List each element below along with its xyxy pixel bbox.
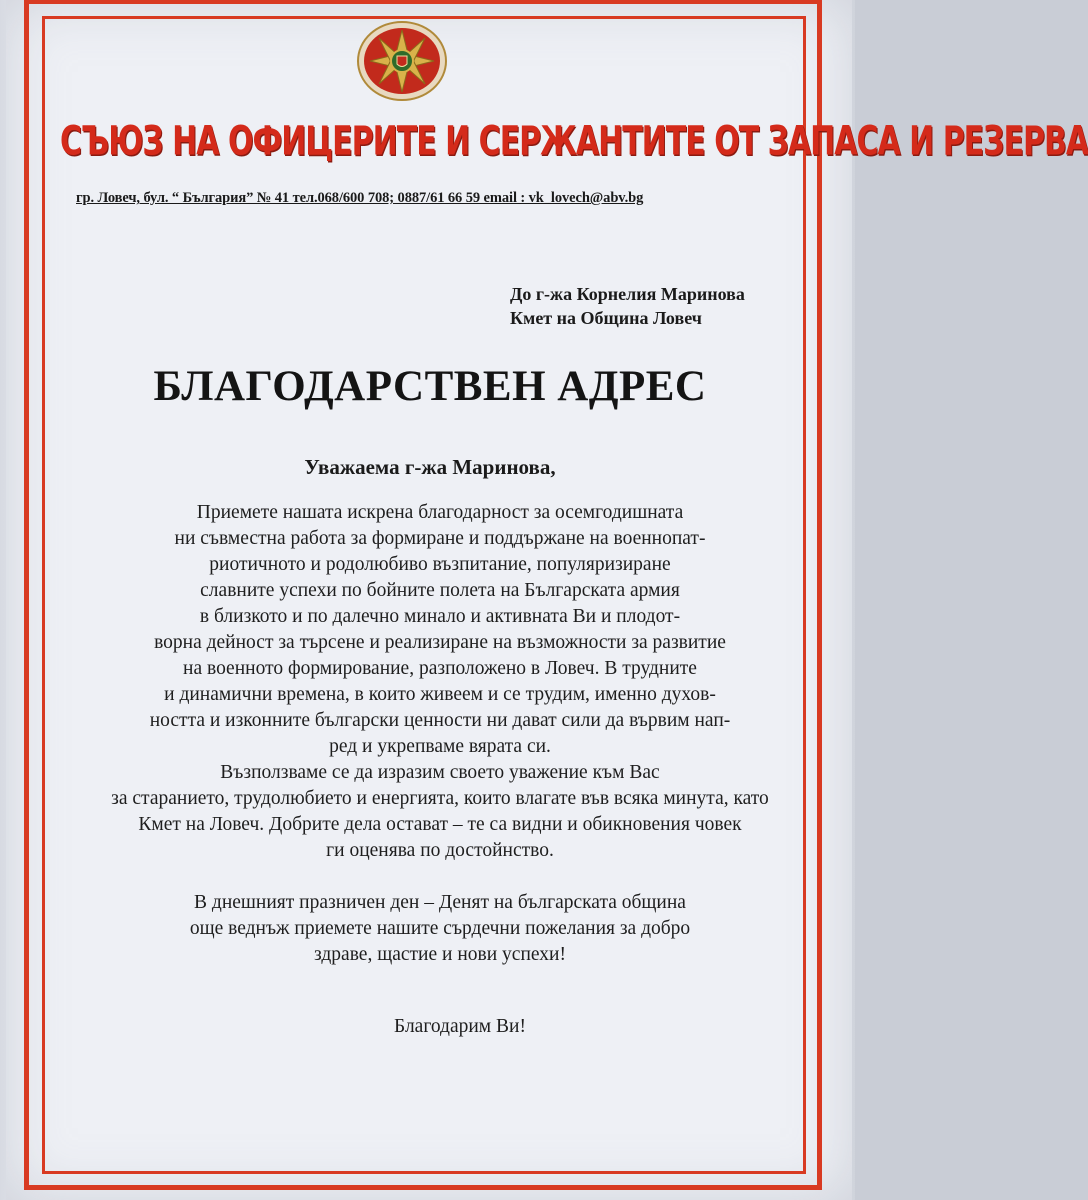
- letter-body: [60, 500, 820, 968]
- text-line: риотичното и родолюбиво възпитание, популяризиране: [209, 554, 671, 575]
- text-line: още веднъж приемете нашите сърдечни пожелания за добро: [189, 918, 691, 939]
- text-line: Възползваме се да изразим своето уважение към Вас: [220, 762, 660, 783]
- recipient-position: Кмет на Община Ловеч: [510, 308, 702, 328]
- text-line: здраве, щастие и нови успехи!: [314, 944, 566, 965]
- paragraph-2: [60, 760, 820, 864]
- document-title: БЛАГОДАРСТВЕН АДРЕС: [153, 363, 707, 410]
- text-line: ни съвместна работа за формиране и поддържане на военнопат-: [174, 528, 706, 549]
- text-line: ред и укрепваме вярата си.: [329, 736, 551, 757]
- text-line: на военното формирование, разположено в Ловеч. В трудните: [183, 658, 697, 679]
- officers-union-emblem-icon: [356, 20, 448, 102]
- text-line: Кмет на Ловеч. Добрите дела остават – те са видни и обикновения човек: [138, 814, 742, 835]
- text-line: Приемете нашата искрена благодарност за осемгодишната: [196, 502, 684, 523]
- text-line: за старанието, трудолюбието и енергията, които влагате във всяка минута, като: [111, 788, 769, 809]
- text-line: ворна дейност за търсене и реализиране на възможности за развитие: [154, 632, 726, 653]
- text-line: и динамични времена, в които живеем и се трудим, именно духов-: [164, 684, 716, 705]
- recipient-block: [510, 282, 745, 330]
- organization-title: СЪЮЗ НА ОФИЦЕРИТЕ И СЕРЖАНТИТЕ ОТ ЗАПАСА И РЕЗЕРВА: [60, 118, 1088, 166]
- text-line: славните успехи по бойните полета на Българската армия: [200, 580, 680, 601]
- paragraph-1: [60, 500, 820, 760]
- salutation: Уважаема г-жа Маринова,: [304, 455, 556, 479]
- paragraph-3: [60, 890, 820, 968]
- text-line: В днешният празничен ден – Денят на българската община: [194, 892, 686, 913]
- recipient-name: До г-жа Корнелия Маринова: [510, 284, 745, 304]
- text-line: ги оценява по достойнство.: [326, 840, 554, 861]
- text-line: в близкото и по далечно минало и активната Ви и плодот-: [199, 606, 681, 627]
- text-line: ността и изконните български ценности ни дават сили да вървим нап-: [149, 710, 731, 731]
- organization-address-contacts: гр. Ловеч, бул. “ България” № 41 тел.068/600 708; 0887/61 66 59 email : vk_lovech@abv.bg: [76, 190, 644, 206]
- closing-line: Благодарим Ви!: [394, 1016, 526, 1037]
